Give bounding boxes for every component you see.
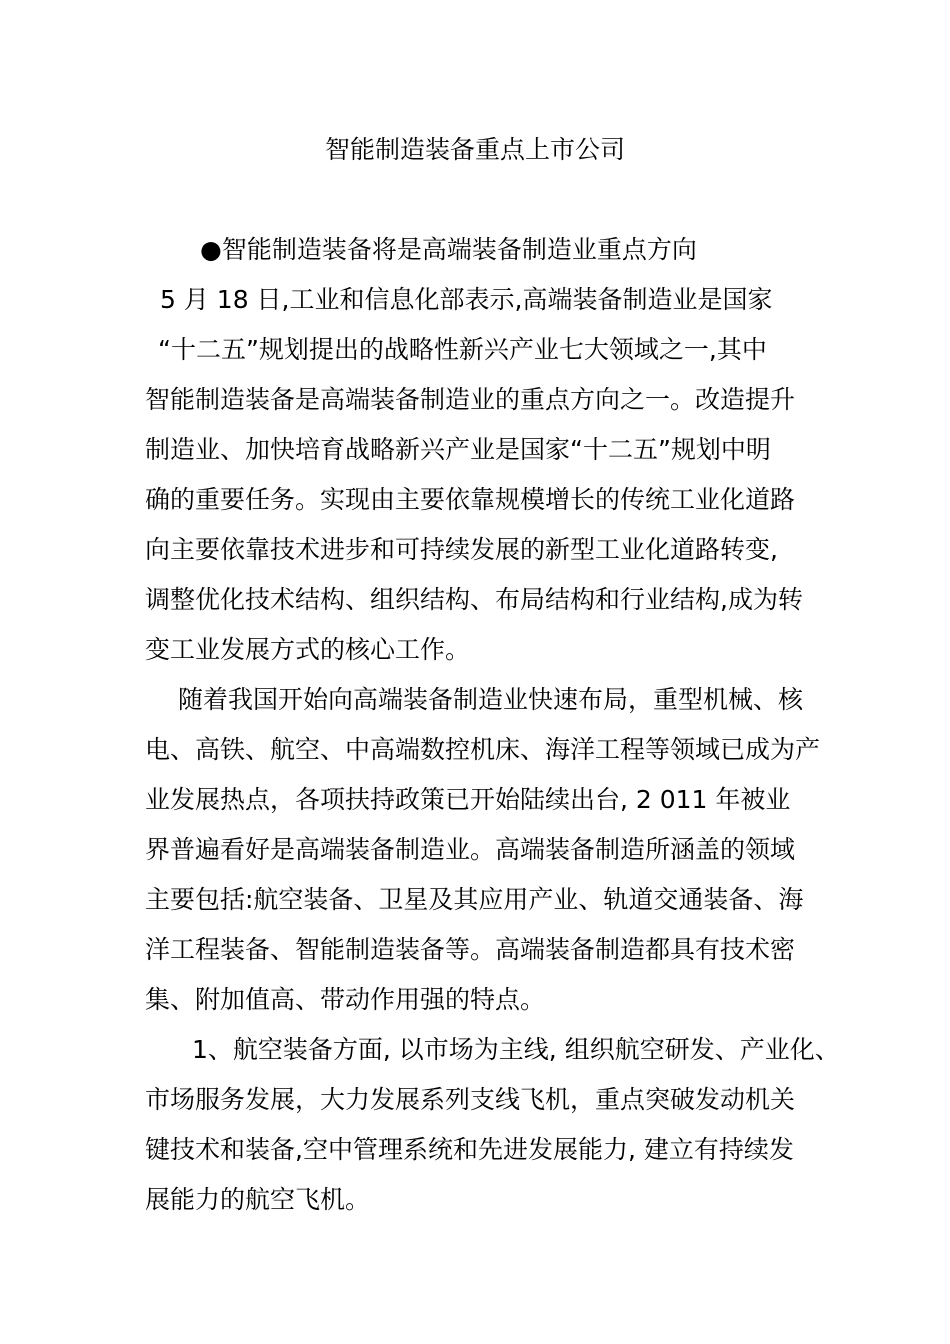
- paragraph-line: 业发展热点，各项扶持政策已开始陆续出台, 2 011 年被业: [145, 785, 791, 814]
- paragraph-line: 界普遍看好是高端装备制造业。高端装备制造所涵盖的领域: [145, 835, 796, 864]
- paragraph-line: 主要包括:航空装备、卫星及其应用产业、轨道交通装备、海: [145, 885, 804, 914]
- paragraph-line: 变工业发展方式的核心工作。: [145, 635, 471, 664]
- paragraph-line: 向主要依靠技术进步和可持续发展的新型工业化道路转变,: [145, 535, 778, 564]
- paragraph-line: 随着我国开始向高端装备制造业快速布局，重型机械、核: [178, 685, 804, 714]
- paragraph-line: “十二五”规划提出的战略性新兴产业七大领域之一,其中: [158, 335, 767, 364]
- paragraph-line: 智能制造装备是高端装备制造业的重点方向之一。改造提升: [145, 385, 796, 414]
- paragraph-line: 5 月 18 日,工业和信息化部表示,高端装备制造业是国家: [160, 285, 773, 314]
- paragraph-line: 1、航空装备方面, 以市场为主线, 组织航空研发、产业化、: [192, 1035, 840, 1064]
- section-heading: ●智能制造装备将是高端装备制造业重点方向: [200, 235, 697, 264]
- paragraph-line: 展能力的航空飞机。: [145, 1185, 371, 1214]
- paragraph-line: 调整优化技术结构、组织结构、布局结构和行业结构,成为转: [145, 585, 803, 614]
- paragraph-line: 洋工程装备、智能制造装备等。高端装备制造都具有技术密: [145, 935, 796, 964]
- paragraph-line: 制造业、加快培育战略新兴产业是国家“十二五”规划中明: [145, 435, 771, 464]
- paragraph-line: 键技术和装备,空中管理系统和先进发展能力, 建立有持续发: [145, 1135, 794, 1164]
- paragraph-line: 市场服务发展，大力发展系列支线飞机，重点突破发动机关: [145, 1085, 796, 1114]
- paragraph-line: 电、高铁、航空、中高端数控机床、海洋工程等领域已成为产: [145, 735, 821, 764]
- paragraph-line: 集、附加值高、带动作用强的特点。: [145, 985, 546, 1014]
- document-title: 智能制造装备重点上市公司: [324, 135, 625, 164]
- paragraph-line: 确的重要任务。实现由主要依靠规模增长的传统工业化道路: [145, 485, 796, 514]
